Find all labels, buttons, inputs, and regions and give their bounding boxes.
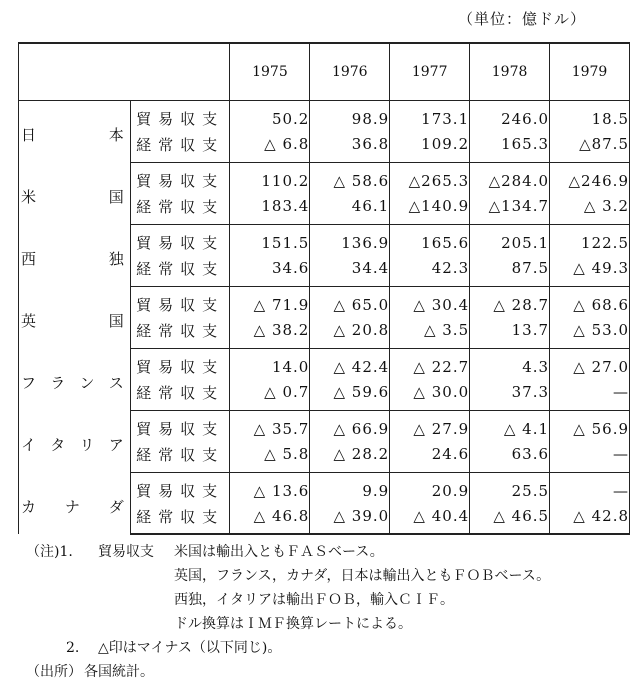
country-cell bbox=[19, 100, 131, 162]
value-cell: 9.9 bbox=[310, 472, 390, 503]
value-cell: 42.3 bbox=[390, 255, 470, 286]
item-label: 貿易収支 bbox=[130, 224, 230, 255]
value-cell: △ 59.6 bbox=[310, 379, 390, 410]
value-cell: 110.2 bbox=[230, 162, 310, 193]
header-row bbox=[19, 43, 630, 100]
value-cell: △ 71.9 bbox=[230, 286, 310, 317]
value-cell: 14.0 bbox=[230, 348, 310, 379]
table-row bbox=[19, 224, 630, 255]
country-name-char: 国 bbox=[108, 187, 124, 206]
value-cell: 246.0 bbox=[470, 100, 550, 131]
country-cell bbox=[19, 410, 131, 472]
note1-line4: ドル換算はＩＭＦ換算レートによる。 bbox=[174, 616, 412, 632]
value-cell: 98.9 bbox=[310, 100, 390, 131]
country-name-char: ダ bbox=[108, 497, 124, 516]
value-cell: 136.9 bbox=[310, 224, 390, 255]
table-row bbox=[19, 410, 630, 441]
table-row bbox=[19, 348, 630, 379]
value-cell: △ 46.5 bbox=[470, 503, 550, 534]
country-cell bbox=[19, 162, 131, 224]
note1-head: 貿易収支 bbox=[98, 544, 154, 560]
value-cell: 34.6 bbox=[230, 255, 310, 286]
value-cell: 151.5 bbox=[230, 224, 310, 255]
value-cell: — bbox=[550, 441, 630, 472]
source-text: 各国統計。 bbox=[84, 664, 154, 680]
item-label: 貿易収支 bbox=[130, 472, 230, 503]
country-name-char: フ bbox=[21, 373, 37, 392]
value-cell: 25.5 bbox=[470, 472, 550, 503]
country-name-char: ン bbox=[79, 373, 95, 392]
country-name-char: ア bbox=[108, 435, 124, 454]
value-cell: △ 53.0 bbox=[550, 317, 630, 348]
country-name-char: リ bbox=[79, 435, 95, 454]
value-cell: △ 4.1 bbox=[470, 410, 550, 441]
value-cell: 87.5 bbox=[470, 255, 550, 286]
value-cell: △ 22.7 bbox=[390, 348, 470, 379]
value-cell: △ 27.0 bbox=[550, 348, 630, 379]
value-cell: 13.7 bbox=[470, 317, 550, 348]
value-cell: 36.8 bbox=[310, 131, 390, 162]
value-cell: △ 56.9 bbox=[550, 410, 630, 441]
country-cell bbox=[19, 348, 131, 410]
note1-line3: 西独，イタリアは輸出ＦＯＢ，輸入ＣＩＦ。 bbox=[174, 592, 454, 608]
item-label: 貿易収支 bbox=[130, 100, 230, 131]
country-name-char: ス bbox=[108, 373, 124, 392]
value-cell: 20.9 bbox=[390, 472, 470, 503]
item-label: 貿易収支 bbox=[130, 162, 230, 193]
item-label: 経常収支 bbox=[130, 503, 230, 534]
country-name-char: タ bbox=[50, 435, 66, 454]
country-cell bbox=[19, 472, 131, 534]
value-cell: △ 13.6 bbox=[230, 472, 310, 503]
value-cell: △ 39.0 bbox=[310, 503, 390, 534]
value-cell: △ 30.0 bbox=[390, 379, 470, 410]
value-cell: △284.0 bbox=[470, 162, 550, 193]
country-name-char: 日 bbox=[21, 125, 37, 144]
note2-text: △印はマイナス（以下同じ)。 bbox=[98, 640, 282, 656]
value-cell: △ 27.9 bbox=[390, 410, 470, 441]
source-label: （出所） bbox=[26, 664, 82, 680]
country-name-char: カ bbox=[21, 497, 37, 516]
value-cell: — bbox=[550, 379, 630, 410]
country-name-char: 米 bbox=[21, 187, 37, 206]
item-label: 経常収支 bbox=[130, 317, 230, 348]
value-cell: 173.1 bbox=[390, 100, 470, 131]
item-label: 経常収支 bbox=[130, 255, 230, 286]
value-cell: △ 49.3 bbox=[550, 255, 630, 286]
value-cell: △140.9 bbox=[390, 193, 470, 224]
note1-label: （注)1. bbox=[26, 544, 73, 560]
value-cell: △87.5 bbox=[550, 131, 630, 162]
value-cell: 109.2 bbox=[390, 131, 470, 162]
value-cell: 34.4 bbox=[310, 255, 390, 286]
unit-label: （単位：億ドル） bbox=[457, 10, 586, 28]
value-cell: △ 30.4 bbox=[390, 286, 470, 317]
year-header: 1979 bbox=[550, 43, 630, 100]
value-cell: △ 58.6 bbox=[310, 162, 390, 193]
value-cell: △ 28.7 bbox=[470, 286, 550, 317]
value-cell: 24.6 bbox=[390, 441, 470, 472]
year-header: 1976 bbox=[310, 43, 390, 100]
item-label: 経常収支 bbox=[130, 441, 230, 472]
country-name-char: 国 bbox=[108, 311, 124, 330]
value-cell: △ 0.7 bbox=[230, 379, 310, 410]
item-label: 貿易収支 bbox=[130, 286, 230, 317]
value-cell: △ 66.9 bbox=[310, 410, 390, 441]
value-cell: △ 3.5 bbox=[390, 317, 470, 348]
item-label: 経常収支 bbox=[130, 131, 230, 162]
value-cell: △ 35.7 bbox=[230, 410, 310, 441]
notes bbox=[26, 540, 551, 684]
item-label: 貿易収支 bbox=[130, 410, 230, 441]
value-cell: 165.3 bbox=[470, 131, 550, 162]
year-header: 1977 bbox=[390, 43, 470, 100]
value-cell: 37.3 bbox=[470, 379, 550, 410]
table-row bbox=[19, 162, 630, 193]
value-cell: △ 65.0 bbox=[310, 286, 390, 317]
value-cell: 165.6 bbox=[390, 224, 470, 255]
year-header: 1975 bbox=[230, 43, 310, 100]
country-name-char: イ bbox=[21, 435, 37, 454]
country-name-char: ラ bbox=[50, 373, 66, 392]
country-name-char: 本 bbox=[108, 125, 124, 144]
value-cell: △ 6.8 bbox=[230, 131, 310, 162]
value-cell: △ 42.8 bbox=[550, 503, 630, 534]
value-cell: △ 20.8 bbox=[310, 317, 390, 348]
value-cell: △ 42.4 bbox=[310, 348, 390, 379]
header-blank bbox=[19, 43, 230, 100]
note1-line2: 英国，フランス，カナダ，日本は輸出入ともＦＯＢベース。 bbox=[174, 568, 551, 584]
value-cell: △134.7 bbox=[470, 193, 550, 224]
note1-line1: 米国は輸出入ともＦＡＳベース。 bbox=[174, 544, 384, 560]
table-row bbox=[19, 472, 630, 503]
country-name-char: ナ bbox=[64, 497, 80, 516]
item-label: 貿易収支 bbox=[130, 348, 230, 379]
value-cell: 4.3 bbox=[470, 348, 550, 379]
value-cell: △246.9 bbox=[550, 162, 630, 193]
value-cell: △ 5.8 bbox=[230, 441, 310, 472]
value-cell: △ 38.2 bbox=[230, 317, 310, 348]
country-name-char: 西 bbox=[21, 249, 37, 268]
value-cell: △ 46.8 bbox=[230, 503, 310, 534]
balance-table bbox=[18, 42, 630, 535]
value-cell: △ 3.2 bbox=[550, 193, 630, 224]
table-row bbox=[19, 286, 630, 317]
value-cell: △ 68.6 bbox=[550, 286, 630, 317]
value-cell: — bbox=[550, 472, 630, 503]
value-cell: 46.1 bbox=[310, 193, 390, 224]
table-row bbox=[19, 100, 630, 131]
value-cell: 18.5 bbox=[550, 100, 630, 131]
value-cell: △ 28.2 bbox=[310, 441, 390, 472]
item-label: 経常収支 bbox=[130, 193, 230, 224]
value-cell: 63.6 bbox=[470, 441, 550, 472]
country-cell bbox=[19, 224, 131, 286]
item-label: 経常収支 bbox=[130, 379, 230, 410]
value-cell: 205.1 bbox=[470, 224, 550, 255]
value-cell: 50.2 bbox=[230, 100, 310, 131]
note2-label: 2. bbox=[66, 640, 80, 656]
country-cell bbox=[19, 286, 131, 348]
country-name-char: 独 bbox=[108, 249, 124, 268]
value-cell: △ 40.4 bbox=[390, 503, 470, 534]
year-header: 1978 bbox=[470, 43, 550, 100]
value-cell: △265.3 bbox=[390, 162, 470, 193]
value-cell: 183.4 bbox=[230, 193, 310, 224]
country-name-char: 英 bbox=[21, 311, 37, 330]
value-cell: 122.5 bbox=[550, 224, 630, 255]
